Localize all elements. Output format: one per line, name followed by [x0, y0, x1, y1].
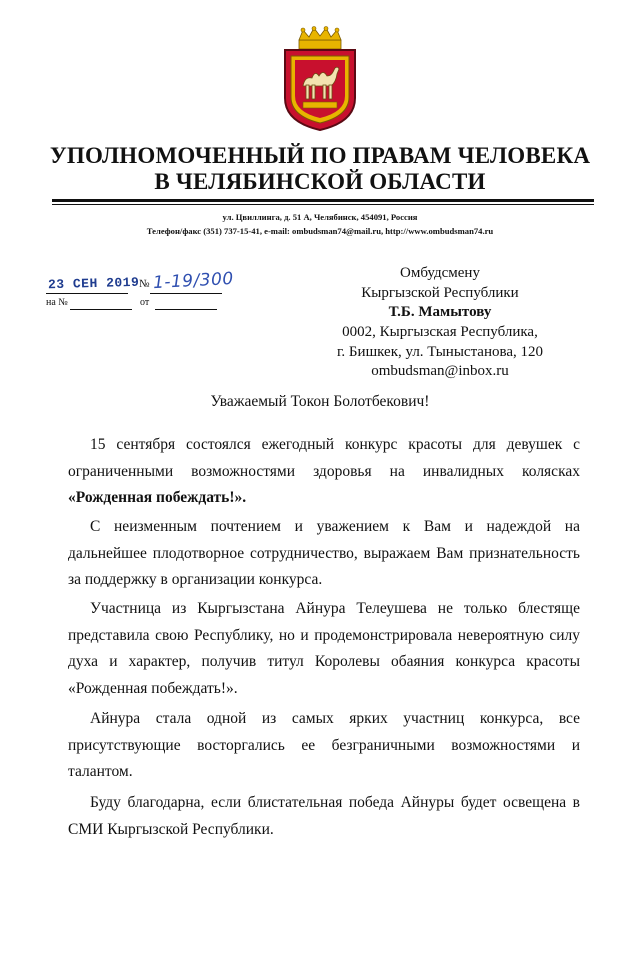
paragraph-line: талантом. [68, 763, 133, 781]
recipient-email: ombudsman@inbox.ru [371, 363, 509, 379]
paragraph-line: Айнура стала одной из самых ярких участниц конкурса, все [90, 710, 580, 727]
postal-address: ул. Цвиллинга, д. 51 А, Челябинск, 454091, Россия [222, 212, 418, 222]
number-label: № [139, 278, 150, 290]
coat-of-arms-icon [279, 26, 361, 132]
paragraph-5 [68, 790, 580, 843]
recipient-title: Омбудсмену [400, 265, 480, 281]
organization-title: УПОЛНОМОЧЕННЫЙ ПО ПРАВАМ ЧЕЛОВЕКА [49, 143, 591, 168]
paragraph-4 [68, 706, 580, 786]
paragraph-line: Буду благодарна, если блистательная победа Айнуры будет освещена в [90, 794, 580, 811]
recipient-country: Кыргызской Республики [361, 285, 519, 301]
paragraph-line: 15 сентября состоялся ежегодный конкурс красоты для девушек с [90, 436, 580, 453]
reference-number-label: на № [46, 297, 68, 308]
reference-date-underline [155, 309, 217, 310]
paragraph-line: за поддержку в организации конкурса. [68, 571, 323, 589]
number-underline [150, 293, 222, 294]
recipient-street: г. Бишкек, ул. Тыныстанова, 120 [336, 344, 544, 360]
organization-region: В ЧЕЛЯБИНСКОЙ ОБЛАСТИ [154, 169, 486, 194]
paragraph-line: представила свою Республику, но и продемонстрировала невероятную силу [68, 626, 580, 644]
reference-number-underline [70, 309, 132, 310]
paragraph-2 [68, 514, 580, 594]
reference-date-label: от [140, 297, 150, 308]
paragraph-line: Участница из Кыргызстана Айнура Телеушева не только блестяще [90, 600, 580, 617]
crown-icon [299, 27, 341, 50]
recipient-address-line: 0002, Кыргызская Республика, [342, 324, 538, 340]
paragraph-line: дальнейшее плодотворное сотрудничество, выражаем Вам признательность [68, 544, 580, 562]
paragraph-line: «Рожденная побеждать!». [68, 679, 238, 697]
header-rule [52, 199, 594, 202]
contact-details: Телефон/факс (351) 737-15-41, e-mail: ombudsman74@mail.ru, http://www.ombudsman74.ru [146, 226, 494, 236]
paragraph-line: ограниченными возможностями здоровья на инвалидных колясках [68, 462, 580, 480]
date-stamp: 23 СЕН 2019 [47, 274, 140, 293]
paragraph-line: С неизменным почтением и уважением к Вам и надеждой на [90, 518, 580, 535]
recipient-name: Т.Б. Мамытову [388, 304, 492, 320]
paragraph-line: СМИ Кыргызской Республики. [68, 820, 274, 838]
paragraph-line: присутствующие восторгались ее безграничными возможностями и [68, 736, 580, 754]
header-rule-thin [52, 204, 594, 205]
date-underline [46, 293, 128, 294]
salutation: Уважаемый Токон Болотбекович! [210, 393, 430, 410]
contest-name: «Рожденная побеждать!». [68, 489, 247, 507]
paragraph-1 [68, 432, 580, 512]
paragraph-line: духа и характер, получив титул Королевы обаяния конкурса красоты [68, 653, 580, 671]
outgoing-number: 1-19/300 [152, 268, 235, 294]
paragraph-3 [68, 596, 580, 702]
